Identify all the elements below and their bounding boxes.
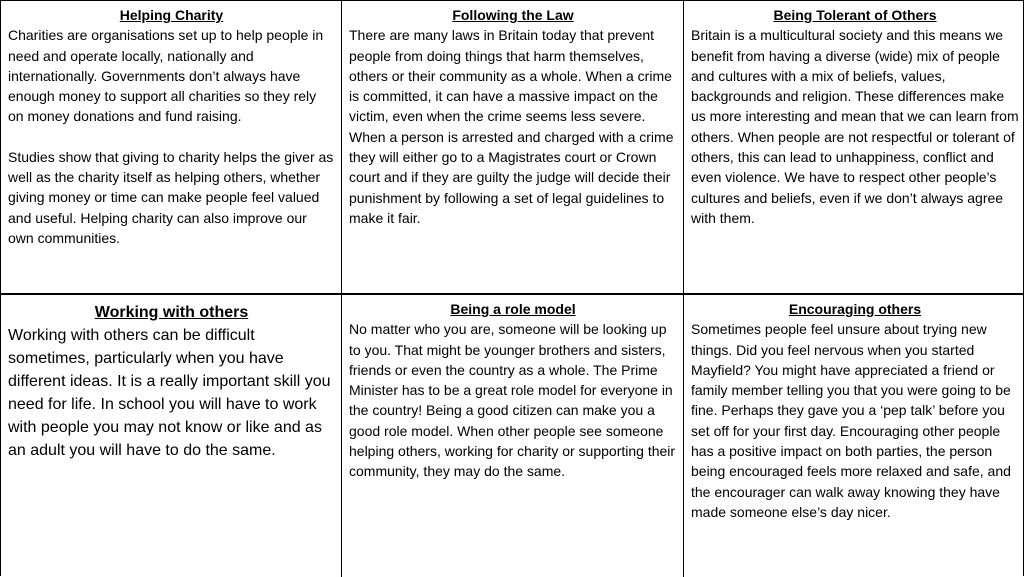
cell-being-tolerant bbox=[684, 1, 1024, 295]
cell-title: Encouraging others bbox=[788, 301, 922, 317]
cell-title: Following the Law bbox=[452, 7, 574, 23]
cell-paragraph: No matter who you are, someone will be looking up to you. That might be younger brothers and sisters, friends or even the country as a whole. The Prime Minister has to be a great role model for everyone in the country! Being a good citizen can make you a good role model. When other people see someone helping others, working for charity or supporting their community, they may do the same. bbox=[349, 321, 676, 480]
cell-paragraph: Charities are organisations set up to help people in need and operate locally, nationally and internationally. Governments don’t always have enough money to support all charities so they rely on money donations and fund raising. bbox=[8, 27, 324, 125]
cell-paragraph: Working with others can be difficult sometimes, particularly when you have different ideas. It is a really important skill you need for life. In school you will have to work with people you may not know or like and as an adult you will have to do the same. bbox=[8, 327, 331, 459]
cell-title: Working with others bbox=[94, 304, 249, 321]
cell-paragraph: Britain is a multicultural society and this means we benefit from having a diverse (wide) mix of people and cultures with a mix of beliefs, values, backgrounds and religion. These differences make us more interesting and mean that we can learn from others. When people are not respectful or tolerant of others, this can lead to unhappiness, conflict and even violence. We have to respect other people’s cultures and beliefs, even if we don’t always agree with them. bbox=[691, 27, 1019, 226]
cell-title: Helping Charity bbox=[119, 7, 224, 23]
cell-title: Being a role model bbox=[450, 301, 576, 317]
cell-helping-charity bbox=[1, 1, 342, 295]
cell-paragraph: Sometimes people feel unsure about trying new things. Did you feel nervous when you started Mayfield? You might have appreciated a friend or family member telling you that you were going to be fine. Perhaps they gave you a ‘pep talk’ before you set off for your first day. Encouraging other people has a positive impact on both parties, the person being encouraged feels more relaxed and safe, and the encourager can walk away knowing they have made someone else’s day nicer. bbox=[691, 321, 1011, 520]
cell-paragraph: Studies show that giving to charity helps the giver as well as the charity itself as helping others, whether giving money or time can make people feel valued and useful. Helping charity can also improve our own communities. bbox=[8, 148, 334, 246]
cell-paragraph: There are many laws in Britain today that prevent people from doing things that harm themselves, others or their community as a whole. When a crime is committed, it can have a massive impact on the victim, even when the crime seems less severe. When a person is arrested and charged with a crime they will either go to a Magistrates court or Crown court and if they are guilty the judge will decide their punishment by following a set of legal guidelines to make it fair. bbox=[349, 27, 674, 226]
cell-working-with-others bbox=[1, 295, 342, 577]
cell-role-model bbox=[342, 295, 684, 577]
cell-following-the-law bbox=[342, 1, 684, 295]
cell-title: Being Tolerant of Others bbox=[773, 7, 937, 23]
cell-encouraging-others bbox=[684, 295, 1024, 577]
